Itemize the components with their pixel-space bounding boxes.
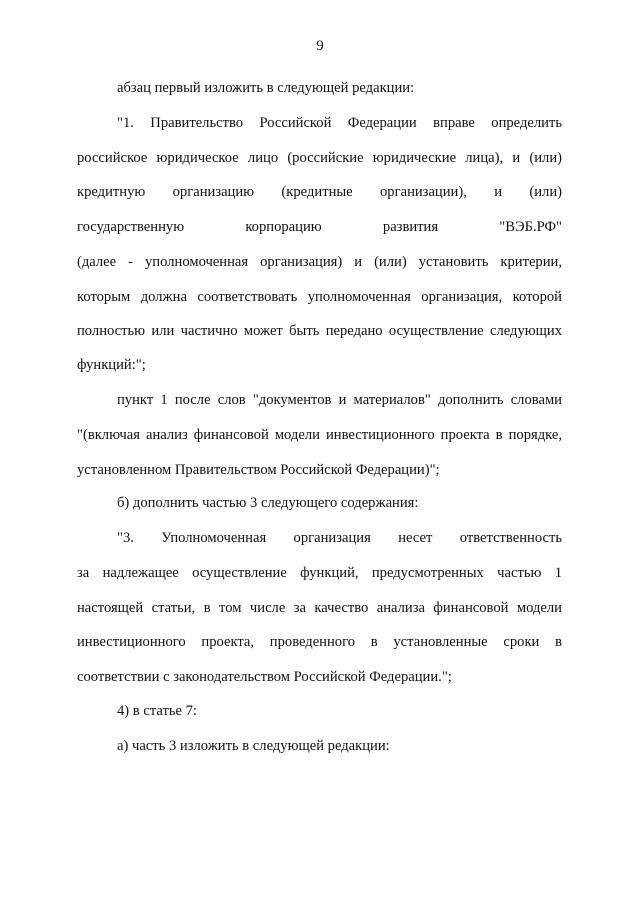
paragraph-line: функций:"; xyxy=(77,357,146,373)
paragraph-line: российское юридическое лицо (российские юридические лица), и (или) xyxy=(77,150,562,166)
paragraph-line: инвестиционного проекта, проведенного в установленные сроки в xyxy=(77,634,562,650)
paragraph-line: (далее - уполномоченная организация) и (или) установить критерии, xyxy=(77,254,562,270)
paragraph-line: "(включая анализ финансовой модели инвестиционного проекта в порядке, xyxy=(77,427,562,443)
paragraph-line: государственную корпорацию развития "ВЭБ.РФ" xyxy=(77,219,562,235)
paragraph-line: которым должна соответствовать уполномоченная организация, которой xyxy=(77,289,562,305)
paragraph-line: "3. Уполномоченная организация несет ответственность xyxy=(117,530,562,546)
paragraph-line: соответствии с законодательством Российской Федерации."; xyxy=(77,669,452,685)
paragraph-line: пункт 1 после слов "документов и материалов" дополнить словами xyxy=(117,392,562,408)
page-number: 9 xyxy=(316,38,324,54)
paragraph-line: полностью или частично может быть передано осуществление следующих xyxy=(77,323,562,339)
paragraph-line: кредитную организацию (кредитные организации), и (или) xyxy=(77,184,562,200)
paragraph-line: б) дополнить частью 3 следующего содержания: xyxy=(117,495,419,511)
paragraph-line: установленном Правительством Российской Федерации)"; xyxy=(77,462,440,478)
paragraph-line: за надлежащее осуществление функций, предусмотренных частью 1 xyxy=(77,565,562,581)
paragraph-line: а) часть 3 изложить в следующей редакции: xyxy=(117,738,390,754)
paragraph-line: абзац первый изложить в следующей редакции: xyxy=(117,80,415,96)
paragraph-line: 4) в статье 7: xyxy=(117,703,197,719)
paragraph-line: настоящей статьи, в том числе за качество анализа финансовой модели xyxy=(77,600,562,616)
paragraph-line: "1. Правительство Российской Федерации вправе определить xyxy=(117,115,562,131)
